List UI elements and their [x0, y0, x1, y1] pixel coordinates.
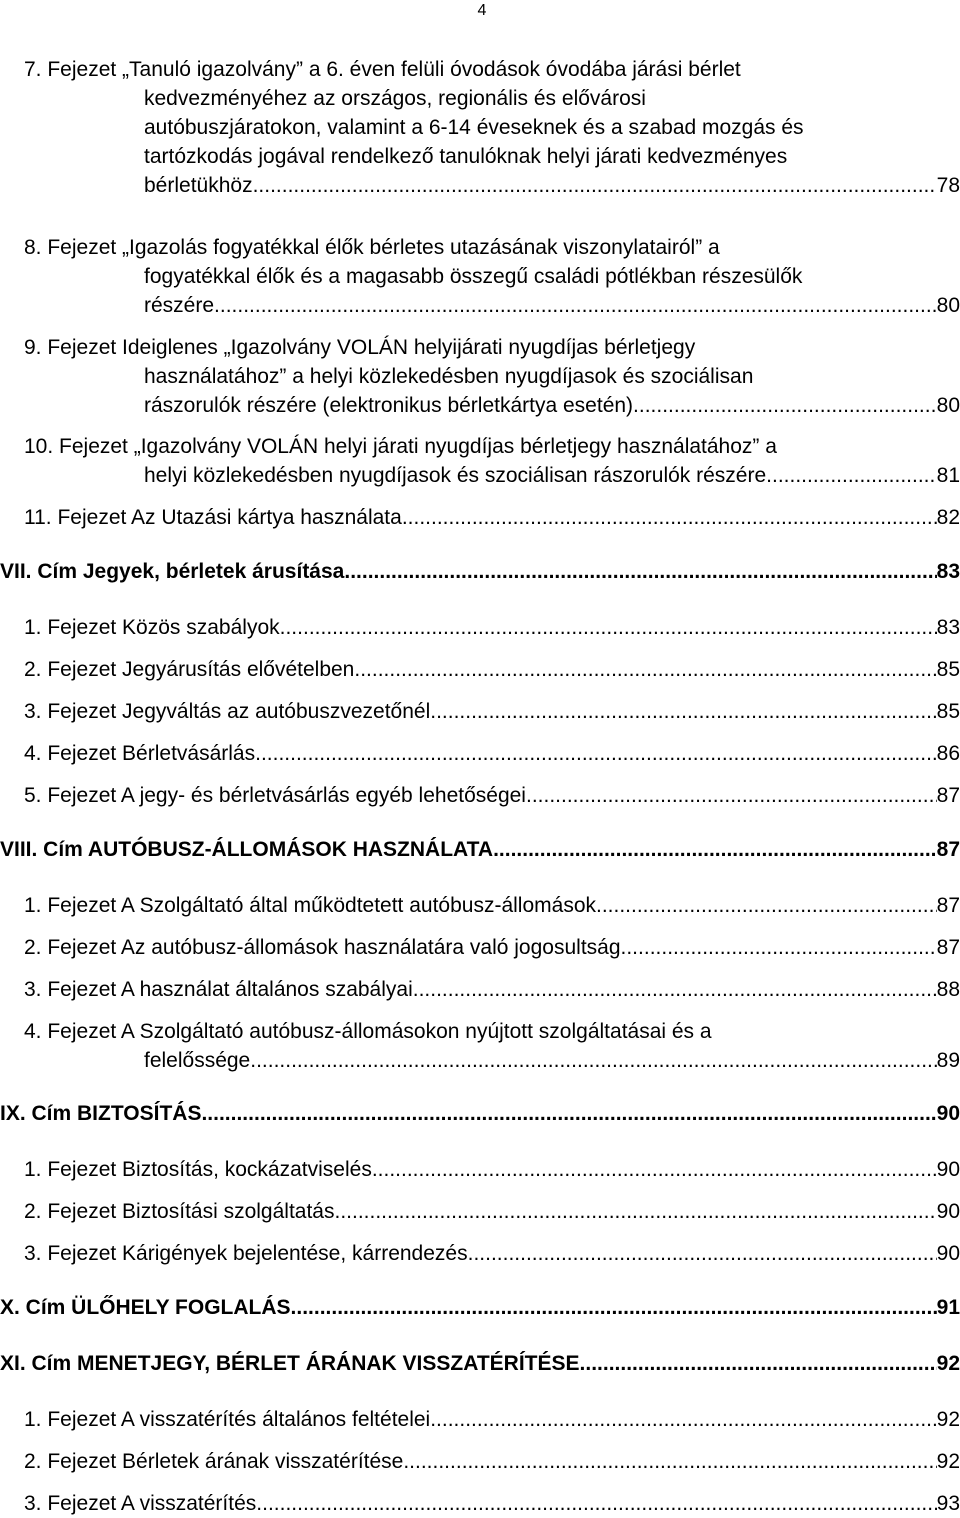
- toc-entry-last-line: [0, 1099, 960, 1128]
- toc-entry[interactable]: [24, 55, 960, 200]
- dot-leader: [280, 613, 937, 642]
- toc-entry-text: 2. Fejezet Jegyárusítás elővételben: [24, 658, 355, 681]
- toc-entry-last-line: [24, 503, 960, 532]
- toc-page-number: 90: [936, 1158, 960, 1181]
- toc-entry-text: helyi közlekedésben nyugdíjasok és szociálisan rászorulók részére: [144, 464, 767, 487]
- toc-entry-line: kedvezményéhez az országos, regionális és elővárosi: [144, 87, 646, 110]
- toc-entry-last-line: [0, 557, 960, 586]
- toc-entry-text: XI. Cím MENETJEGY, BÉRLET ÁRÁNAK VISSZATÉRÍTÉSE: [0, 1352, 580, 1375]
- toc-page-number: 88: [936, 978, 960, 1001]
- toc-entry[interactable]: [24, 697, 960, 726]
- toc-page-number: 89: [936, 1049, 960, 1072]
- dot-leader: [334, 1197, 936, 1226]
- toc-entry[interactable]: [24, 432, 960, 490]
- toc-page-number: 87: [936, 784, 960, 807]
- toc-entry-last-line: [24, 781, 960, 810]
- page-number: 4: [477, 2, 487, 19]
- toc-entry-text: 2. Fejezet Az autóbusz-állomások használatára való jogosultság: [24, 936, 621, 959]
- dot-leader: [766, 461, 936, 490]
- toc-entry-line: 4. Fejezet A Szolgáltató autóbusz-állomásokon nyújtott szolgáltatásai és a: [24, 1020, 712, 1043]
- toc-entry[interactable]: [24, 333, 960, 420]
- toc-entry-last-line: [0, 835, 960, 864]
- toc-entry[interactable]: [24, 1489, 960, 1518]
- toc-page-number: 90: [936, 1242, 960, 1265]
- toc-page-number: 78: [936, 174, 960, 197]
- toc-entry-last-line: [24, 1489, 960, 1518]
- toc-entry-text: részére: [144, 294, 215, 317]
- toc-page-number: 83: [936, 560, 960, 583]
- dot-leader: [403, 1447, 936, 1476]
- toc-entry-text: rászorulók részére (elektronikus bérletkártya esetén): [144, 394, 634, 417]
- toc-entry-text: 3. Fejezet A visszatérítés: [24, 1492, 257, 1515]
- dot-leader: [402, 503, 937, 532]
- toc-entry-text: 5. Fejezet A jegy- és bérletvásárlás egyéb lehetőségei: [24, 784, 526, 807]
- toc-entry-last-line: [24, 1239, 960, 1268]
- toc-entry[interactable]: [24, 891, 960, 920]
- dot-leader: [250, 1046, 936, 1075]
- dot-leader: [256, 1489, 936, 1518]
- toc-entry-last-line: [24, 739, 960, 768]
- toc-entry-text: felelőssége: [144, 1049, 251, 1072]
- toc-page-number: 92: [936, 1408, 960, 1431]
- toc-entry[interactable]: [24, 739, 960, 768]
- toc-entry-text: 11. Fejezet Az Utazási kártya használata: [24, 506, 402, 529]
- toc-page-number: 81: [936, 464, 960, 487]
- toc-title-entry[interactable]: [0, 835, 960, 864]
- toc-entry-last-line: [24, 655, 960, 684]
- toc-entry-line: 10. Fejezet „Igazolvány VOLÁN helyi járati nyugdíjas bérletjegy használatához” a: [24, 435, 777, 458]
- dot-leader: [255, 739, 937, 768]
- toc-page-number: 85: [936, 658, 960, 681]
- toc-entry-last-line: [24, 391, 960, 420]
- toc-page-number: 87: [936, 936, 960, 959]
- toc-page-number: 92: [936, 1352, 960, 1375]
- dot-leader: [372, 1155, 937, 1184]
- toc-title-entry[interactable]: [0, 1293, 960, 1322]
- toc-page-number: 80: [936, 294, 960, 317]
- toc-entry-last-line: [24, 461, 960, 490]
- toc-entry-last-line: [24, 171, 960, 200]
- toc-entry-last-line: [24, 975, 960, 1004]
- dot-leader: [214, 291, 937, 320]
- toc-page-number: 90: [936, 1200, 960, 1223]
- toc-entry-last-line: [24, 933, 960, 962]
- dot-leader: [493, 835, 937, 864]
- toc-entry-text: VIII. Cím AUTÓBUSZ-ÁLLOMÁSOK HASZNÁLATA: [0, 838, 494, 861]
- toc-entry-text: 3. Fejezet Kárigények bejelentése, kárrendezés: [24, 1242, 468, 1265]
- toc-page-number: 92: [936, 1450, 960, 1473]
- dot-leader: [633, 391, 937, 420]
- toc-entry[interactable]: [24, 1155, 960, 1184]
- toc-page-number: 80: [936, 394, 960, 417]
- toc-entry-last-line: [24, 1046, 960, 1075]
- dot-leader: [344, 557, 936, 586]
- toc-entry-last-line: [0, 1293, 960, 1322]
- toc-entry-line: 8. Fejezet „Igazolás fogyatékkal élők bérletes utazásának viszonylatairól” a: [24, 236, 720, 259]
- toc-entry[interactable]: [24, 613, 960, 642]
- toc-entry[interactable]: [24, 1239, 960, 1268]
- toc-entry-text: 1. Fejezet Biztosítás, kockázatviselés: [24, 1158, 372, 1181]
- toc-entry-text: X. Cím ÜLŐHELY FOGLALÁS: [0, 1296, 291, 1319]
- toc-page-number: 87: [936, 838, 960, 861]
- toc-entry[interactable]: [24, 503, 960, 532]
- toc-entry-last-line: [0, 1349, 960, 1378]
- toc-page-number: 86: [936, 742, 960, 765]
- toc-entry-text: 1. Fejezet A Szolgáltató által működtetett autóbusz-állomások: [24, 894, 596, 917]
- toc-entry[interactable]: [24, 1447, 960, 1476]
- toc-entry-text: bérletükhöz: [144, 174, 253, 197]
- dot-leader: [291, 1293, 937, 1322]
- toc-entry-last-line: [24, 1447, 960, 1476]
- toc-entry-last-line: [24, 1405, 960, 1434]
- dot-leader: [413, 975, 937, 1004]
- dot-leader: [580, 1349, 937, 1378]
- toc-entry[interactable]: [24, 1017, 960, 1075]
- toc-entry-last-line: [24, 1155, 960, 1184]
- dot-leader: [596, 891, 937, 920]
- toc-entry-text: 4. Fejezet Bérletvásárlás: [24, 742, 256, 765]
- toc-entry-line: autóbuszjáratokon, valamint a 6-14 éveseknek és a szabad mozgás és: [144, 116, 804, 139]
- toc-entry-last-line: [24, 291, 960, 320]
- toc-entry-last-line: [24, 1197, 960, 1226]
- toc-entry[interactable]: [24, 233, 960, 320]
- toc-entry-last-line: [24, 613, 960, 642]
- dot-leader: [526, 781, 937, 810]
- dot-leader: [354, 655, 936, 684]
- toc-entry-last-line: [24, 891, 960, 920]
- toc-entry-text: IX. Cím BIZTOSÍTÁS: [0, 1102, 202, 1125]
- dot-leader: [430, 697, 936, 726]
- dot-leader: [430, 1405, 936, 1434]
- toc-page-number: 82: [936, 506, 960, 529]
- toc-entry-text: VII. Cím Jegyek, bérletek árusítása: [0, 560, 345, 583]
- toc-entry-text: 1. Fejezet Közös szabályok: [24, 616, 280, 639]
- toc-entry-line: 9. Fejezet Ideiglenes „Igazolvány VOLÁN helyijárati nyugdíjas bérletjegy: [24, 336, 696, 359]
- toc-entry[interactable]: [24, 975, 960, 1004]
- toc-entry-text: 1. Fejezet A visszatérítés általános feltételei: [24, 1408, 431, 1431]
- toc-entry[interactable]: [24, 1405, 960, 1434]
- toc-entry[interactable]: [24, 933, 960, 962]
- toc-entry[interactable]: [24, 1197, 960, 1226]
- toc-entry-line: fogyatékkal élők és a magasabb összegű családi pótlékban részesülők: [144, 265, 803, 288]
- dot-leader: [468, 1239, 937, 1268]
- toc-title-entry[interactable]: [0, 1099, 960, 1128]
- toc-entry-last-line: [24, 697, 960, 726]
- toc-entry-line: 7. Fejezet „Tanuló igazolvány” a 6. éven felüli óvodások óvodába járási bérlet: [24, 58, 741, 81]
- toc-entry-line: használatához” a helyi közlekedésben nyugdíjasok és szociálisan: [144, 365, 754, 388]
- toc-entry-text: 2. Fejezet Biztosítási szolgáltatás: [24, 1200, 335, 1223]
- toc-title-entry[interactable]: [0, 1349, 960, 1378]
- toc-entry-line: tartózkodás jogával rendelkező tanulóknak helyi járati kedvezményes: [144, 145, 788, 168]
- toc-page-number: 85: [936, 700, 960, 723]
- toc-page-number: 91: [936, 1296, 960, 1319]
- dot-leader: [201, 1099, 936, 1128]
- dot-leader: [621, 933, 937, 962]
- toc-entry-text: 3. Fejezet A használat általános szabályai: [24, 978, 413, 1001]
- toc-page-number: 90: [936, 1102, 960, 1125]
- toc-page-number: 87: [936, 894, 960, 917]
- toc-page-number: 93: [936, 1492, 960, 1515]
- toc-page-number: 83: [936, 616, 960, 639]
- toc-title-entry[interactable]: [0, 557, 960, 586]
- toc-entry[interactable]: [24, 655, 960, 684]
- toc-entry-text: 2. Fejezet Bérletek árának visszatérítése: [24, 1450, 404, 1473]
- toc-entry[interactable]: [24, 781, 960, 810]
- dot-leader: [253, 171, 937, 200]
- toc-entry-text: 3. Fejezet Jegyváltás az autóbuszvezetőnél: [24, 700, 431, 723]
